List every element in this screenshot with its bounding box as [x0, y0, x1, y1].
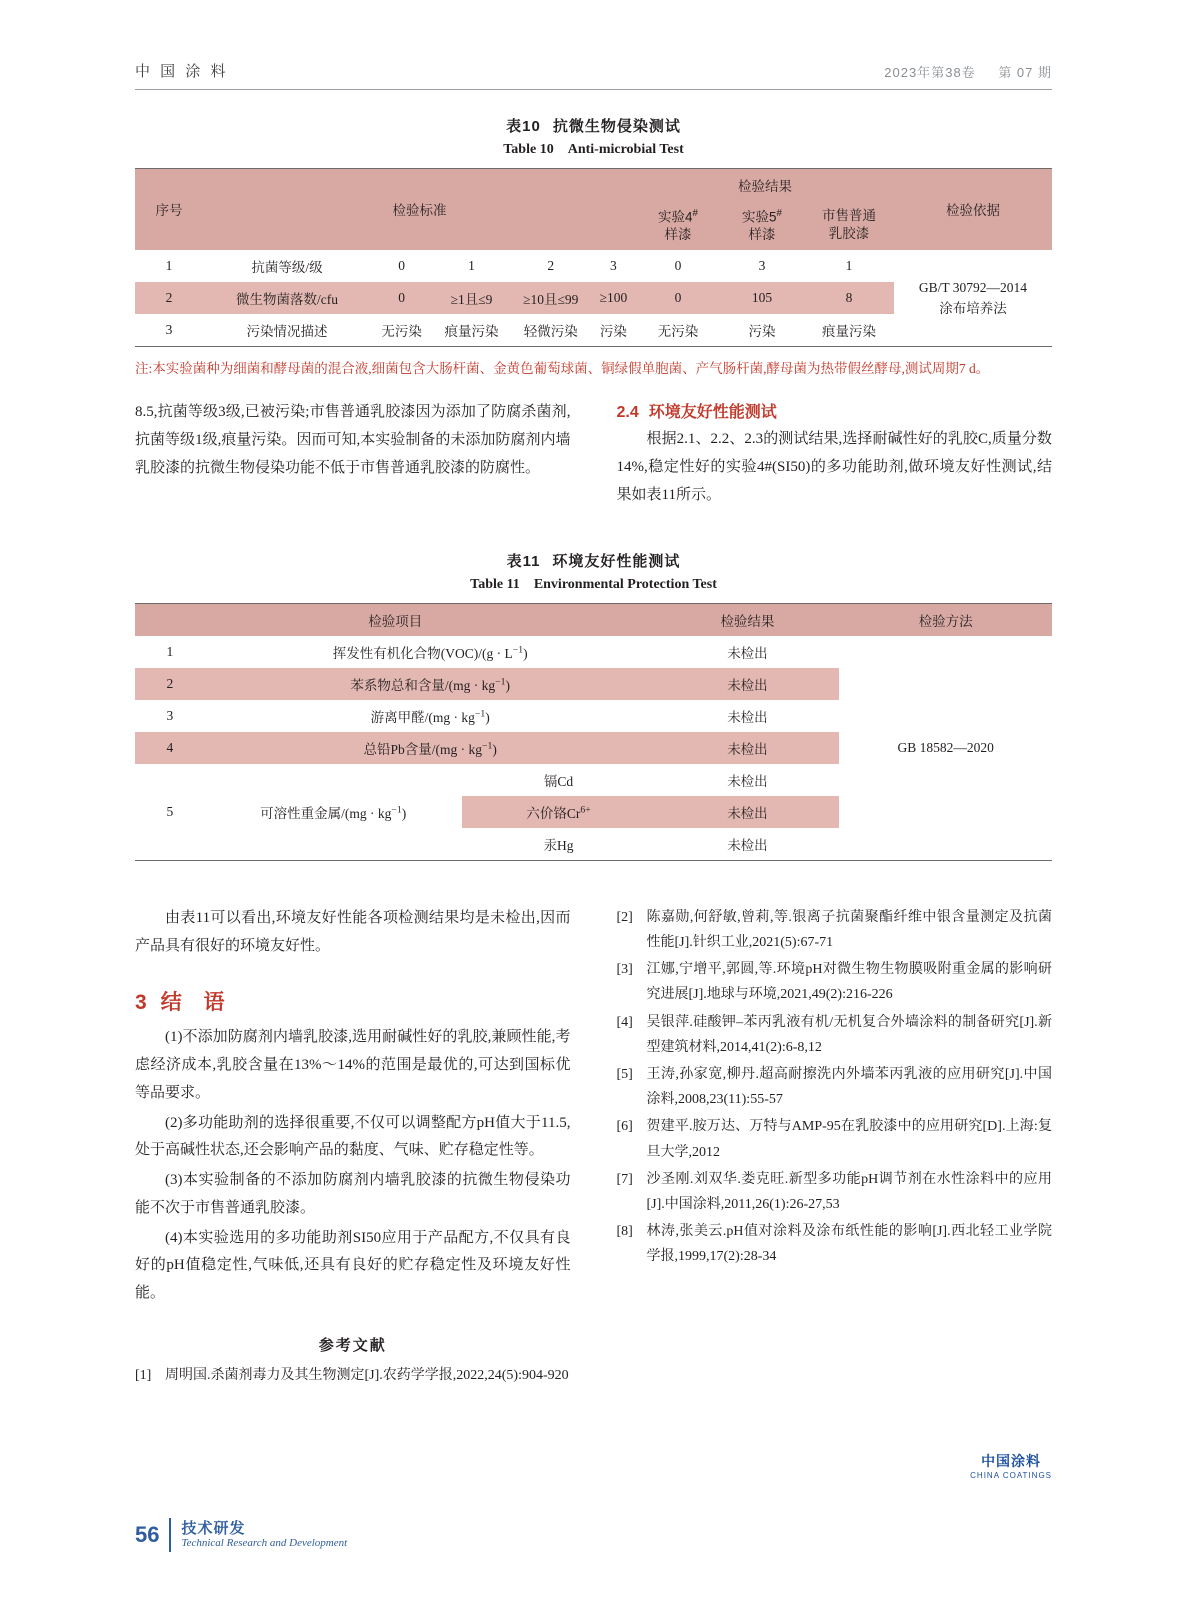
footer-section-en: Technical Research and Development	[181, 1537, 348, 1550]
table10-basis-value	[894, 250, 1052, 347]
table10-note: 注:本实验菌种为细菌和酵母菌的混合液,细菌包含大肠杆菌、金黄色葡萄球菌、铜绿假单胞菌、产气肠杆菌,酵母菌为热带假丝酵母,测试周期7 d。	[135, 361, 990, 377]
table10-r2-s4: 0	[674, 290, 682, 306]
table11-caption-en-text: Environmental Protection Test	[533, 576, 717, 592]
reference-tag: [4]	[616, 1014, 633, 1030]
page-number: 56	[135, 1522, 160, 1547]
table11-r5-result: 未检出	[727, 773, 768, 789]
table10-caption-en-num: Table 10	[503, 141, 554, 157]
table11-col-item: 检验项目	[368, 613, 423, 629]
table10-col-standard: 检验标准	[392, 203, 447, 219]
list-item	[617, 1010, 1053, 1060]
table11-r4-result: 未检出	[727, 741, 768, 757]
table10-caption-en-text: Anti-microbial Test	[567, 141, 684, 157]
table11-r1-result: 未检出	[727, 645, 768, 661]
header-issue: 第 07 期	[998, 65, 1052, 80]
table11-r3-result: 未检出	[727, 709, 768, 725]
table10-col-no: 序号	[155, 203, 183, 219]
table11-r3-item: 游离甲醛$/(mg \cdot kg^{-1})$	[370, 708, 490, 725]
table10-r3-c4: 污染	[599, 324, 627, 340]
list-item	[617, 957, 1053, 1007]
table-anti-microbial	[135, 168, 1052, 348]
table10-r3-c3: 轻微污染	[523, 324, 578, 340]
table10-r1-no: 1	[165, 258, 173, 274]
paragraph-table11-summary: 由表11可以看出,环境友好性能各项检测结果均是未检出,因而产品具有很好的环境友好性。	[135, 909, 571, 954]
table11-col-method: 检验方法	[918, 613, 973, 629]
reference-text: 林涛,张美云.pH值对涂料及涂布纸性能的影响[J].西北轻工业学院学报,1999,17(2):28-34	[646, 1224, 1052, 1265]
reference-text: 陈嘉勋,何舒敏,曾莉,等.银离子抗菌聚酯纤维中银含量测定及抗菌性能[J].针织工业,2021(5):67-71	[646, 909, 1052, 950]
table10-r3-c2: 痕量污染	[444, 324, 499, 340]
table10-r1-c4: 3	[610, 258, 617, 274]
table10-r2-c3: ≥10且≤99	[523, 292, 579, 308]
conclusion-2: (2)多功能助剂的选择很重要,不仅可以调整配方pH值大于11.5,处于高碱性状态,还会影响产品的黏度、气味、贮存稳定性等。	[135, 1114, 571, 1159]
table10-r3-item: 污染情况描述	[246, 324, 328, 340]
section-3-title: 结 语	[160, 991, 233, 1015]
table10-col-result-group: 检验结果	[738, 178, 792, 194]
table10-r3-no: 3	[165, 322, 173, 338]
section-2-4-title: 环境友好性能测试	[648, 404, 777, 422]
reference-tag: [3]	[616, 962, 633, 978]
table11-r2-item: 苯系物总和含量$/(mg \cdot kg^{-1})$	[350, 676, 510, 693]
table11-header-row	[135, 603, 1052, 636]
table11-caption-en-num: Table 11	[470, 576, 520, 592]
brand-logo-cn: 中国涂料	[981, 1453, 1042, 1469]
table10-r2-no: 2	[165, 290, 173, 306]
table11-col-result: 检验结果	[720, 613, 775, 629]
table11-r2-no: 2	[166, 675, 174, 691]
list-item	[617, 905, 1053, 955]
section-2-4-paragraph: 根据2.1、2.2、2.3的测试结果,选择耐碱性好的乳胶C,质量分数14%,稳定性好的实验4#(SI50)的多功能助剂,做环境友好性测试,结果如表11所示。	[616, 431, 1052, 503]
paragraph-continued: 8.5,抗菌等级3级,已被污染;市售普通乳胶漆因为添加了防腐杀菌剂,抗菌等级1级,痕量污染。因而可知,本实验制备的未添加防腐剂内墙乳胶漆的抗微生物侵染功能不低于市售普通乳胶漆的防腐性。	[135, 404, 571, 476]
table10-header-row-1	[135, 168, 1052, 201]
table10-r2-c1: 0	[398, 290, 406, 306]
references-title: 参考文献	[318, 1336, 387, 1354]
reference-text: 王涛,孙家宽,柳丹.超高耐擦洗内外墙苯丙乳液的应用研究[J].中国涂料,2008,23(11):55-57	[646, 1066, 1052, 1108]
table11-r7-sub-hg: 汞Hg	[543, 837, 574, 853]
table10-r2-s5: 105	[751, 290, 773, 306]
footer-divider	[169, 1518, 171, 1552]
list-item	[135, 1363, 571, 1388]
reference-tag: [2]	[616, 909, 633, 925]
table10-r2-item: 微生物菌落数/cfu	[236, 292, 338, 308]
column-left-upper	[135, 399, 571, 511]
reference-tag: [6]	[616, 1119, 633, 1135]
table11-r6-sub-cr: 六价铬$Cr^{6+}$	[462, 796, 656, 828]
table10-r3-com: 痕量污染	[822, 324, 876, 340]
table11-method-value: GB 18582—2020	[897, 739, 994, 755]
reference-text: 贺建平.胺万达、万特与AMP-95在乳胶漆中的应用研究[D].上海:复旦大学,2012	[646, 1119, 1052, 1160]
table11-r5-sub-cd: 镉Cd	[543, 773, 574, 789]
table-environmental-protection	[135, 603, 1052, 861]
table10-r1-com: 1	[845, 258, 853, 274]
section-2-4-heading	[617, 399, 1053, 422]
conclusion-4: (4)本实验选用的多功能助剂SI50应用于产品配方,不仅具有良好的pH值稳定性,气味低,还具有良好的贮存稳定性及环境友好性能。	[135, 1229, 571, 1302]
table11-caption-cn-text: 环境友好性能测试	[552, 553, 681, 571]
table10-caption	[135, 116, 1052, 160]
table10-basis-line2: 涂布培养法	[939, 301, 1007, 317]
table10-r1-s5: 3	[758, 258, 766, 274]
table11-r3-no: 3	[166, 707, 174, 723]
table10-col-sample5: 实验5# 样漆	[742, 207, 782, 243]
table10-r1-c3: 2	[547, 258, 555, 274]
column-left-lower	[135, 905, 571, 1390]
reference-text: 周明国.杀菌剂毒力及其生物测定[J].农药学学报,2022,24(5):904-920	[165, 1367, 569, 1383]
table10-caption-cn-num: 表10	[506, 118, 541, 135]
table10-r2-c2: ≥1且≤9	[450, 292, 493, 308]
conclusion-3: (3)本实验制备的不添加防腐剂内墙乳胶漆的抗微生物侵染功能不次于市售普通乳胶漆。	[135, 1172, 571, 1216]
table10-caption-cn-text: 抗微生物侵染测试	[552, 118, 681, 135]
columns-lower	[135, 905, 1052, 1390]
list-item	[617, 1062, 1053, 1112]
table10-r3-s4: 无污染	[657, 324, 699, 340]
column-right-upper	[617, 399, 1053, 511]
column-right-lower	[617, 905, 1053, 1390]
brand-logo	[970, 1451, 1052, 1480]
table10-r1-item: 抗菌等级/级	[251, 260, 323, 276]
journal-name: 中 国 涂 料	[135, 63, 229, 80]
list-item	[617, 1167, 1053, 1217]
table10-r3-s5: 污染	[748, 324, 776, 340]
table11-r5-item: 可溶性重金属$/(mg \cdot kg^{-1})$	[260, 804, 407, 821]
table11-r4-item: 总铅Pb含量$/(mg \cdot kg^{-1})$	[363, 740, 497, 757]
table10-r1-c1: 0	[398, 258, 406, 274]
table11-r1-no: 1	[166, 643, 174, 659]
issue-info	[866, 62, 1052, 81]
section-3-heading	[135, 986, 571, 1016]
columns-upper	[135, 399, 1052, 511]
table11-caption	[135, 551, 1052, 595]
table10-col-basis: 检验依据	[946, 203, 1000, 219]
table11-caption-cn-num: 表11	[506, 553, 541, 571]
reference-tag: [8]	[616, 1224, 633, 1240]
table10-basis-line1: GB/T 30792—2014	[918, 279, 1028, 295]
header-year-volume: 2023年第38卷	[884, 65, 976, 80]
section-2-4-number: 2.4	[616, 404, 639, 422]
reference-text: 江娜,宁增平,郭圆,等.环境pH对微生物生物膜吸附重金属的影响研究进展[J].地球与环境,2021,49(2):216-226	[646, 962, 1052, 1003]
table10-col-sample4: 实验4# 样漆	[658, 207, 698, 243]
table11-r1-item: 挥发性有机化合物$(VOC)/(g \cdot L^{-1})$	[332, 644, 528, 661]
table10-r2-com: 8	[845, 290, 853, 306]
page-footer	[135, 1518, 347, 1552]
list-item	[617, 1219, 1053, 1269]
table-row	[135, 250, 1052, 282]
table11-r2-result: 未检出	[727, 677, 768, 693]
list-item	[617, 1114, 1053, 1164]
brand-logo-en: CHINA COATINGS	[970, 1471, 1052, 1480]
table11-r4-no: 4	[166, 739, 174, 755]
table11-r6-result: 未检出	[656, 796, 840, 828]
conclusion-1: (1)不添加防腐剂内墙乳胶漆,选用耐碱性好的乳胶,兼顾性能,考虑经济成本,乳胶含量在13%～14%的范围是最优的,可达到国标优等品要求。	[135, 1029, 571, 1101]
table11-r5-no: 5	[166, 803, 174, 819]
reference-tag: [5]	[616, 1066, 633, 1082]
reference-tag: [7]	[616, 1171, 633, 1187]
table10-r2-c4: ≥100	[599, 290, 628, 306]
table11-r7-result: 未检出	[727, 837, 768, 853]
table-row	[135, 636, 1052, 668]
footer-section-cn: 技术研发	[181, 1519, 246, 1537]
table10-col-commercial: 市售普通 乳胶漆	[822, 208, 876, 242]
table10-r1-c2: 1	[468, 258, 475, 274]
reference-text: 吴银萍.硅酸钾–苯丙乳液有机/无机复合外墙涂料的制备研究[J].新型建筑材料,2014,41(2):6-8,12	[646, 1014, 1052, 1055]
reference-tag: [1]	[135, 1367, 152, 1383]
section-3-number: 3	[135, 991, 147, 1015]
reference-text: 沙圣刚.刘双华.娄克旺.新型多功能pH调节剂在水性涂料中的应用[J].中国涂料,2011,26(1):26-27,53	[646, 1171, 1052, 1212]
table10-r1-s4: 0	[674, 258, 682, 274]
page-header	[135, 60, 1052, 90]
table10-r3-c1: 无污染	[381, 324, 422, 340]
